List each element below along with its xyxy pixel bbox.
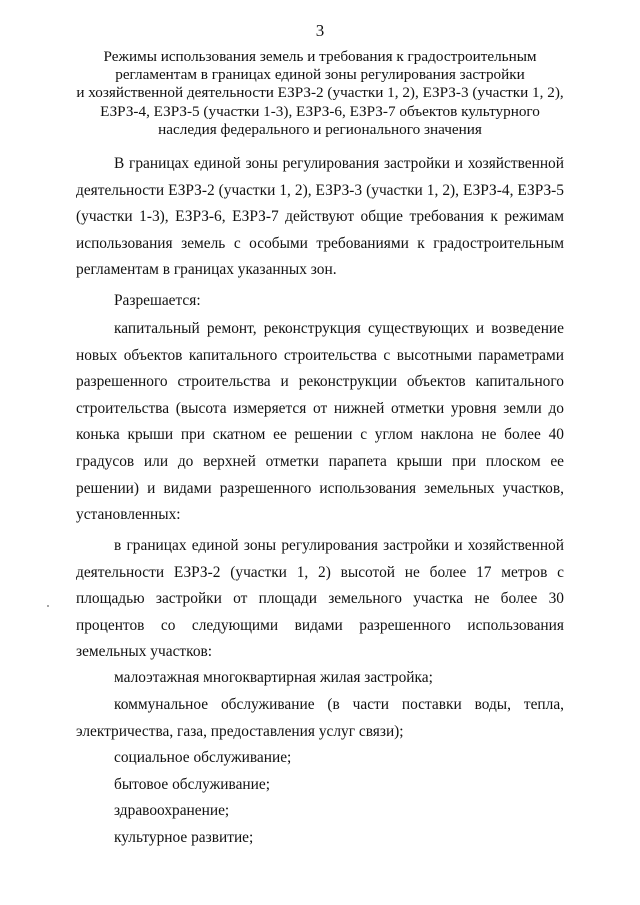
list-item: социальное обслуживание; (114, 749, 292, 766)
list-item-2 (76, 692, 564, 745)
list-item-4 (76, 772, 564, 799)
heading-line: наследия федерального и регионального значения (158, 120, 482, 138)
capital-paragraph: капитальный ремонт, реконструкция существующих и возведение новых объектов капитального строительства с высотными параметрами разрешенного строительства и реконструкции объектов капитального строительства (высота измеряется от нижней отметки уровня земли до конька крыши при скатном ее решении с углом наклона не более 40 градусов или до верхней отметки парапета крыши при плоском ее решении) и видами разрешенного использования земельных участков, установленных: (76, 320, 564, 524)
scan-speck (47, 605, 49, 607)
list-item-6 (76, 825, 564, 852)
heading-line: Режимы использования земель и требования к градостроительным (103, 48, 537, 65)
heading-line: и хозяйственной деятельности ЕЗРЗ-2 (участки 1, 2), ЕЗРЗ-3 (участки 1, 2), (76, 84, 564, 102)
heading-line: ЕЗРЗ-4, ЕЗРЗ-5 (участки 1-3), ЕЗРЗ-6, ЕЗРЗ-7 объектов культурного (100, 102, 540, 120)
intro-paragraph: В границах единой зоны регулирования застройки и хозяйственной деятельности ЕЗРЗ-2 (участки 1, 2), ЕЗРЗ-3 (участки 1, 2), ЕЗРЗ-4, ЕЗРЗ-5 (участки 1-3), ЕЗРЗ-6, ЕЗРЗ-7 действуют общие требования к режимам использования земель с особыми требованиями к градостроительным регламентам в границах указанных зон. (76, 155, 564, 279)
list-item: культурное развитие; (114, 829, 254, 846)
intro-block (76, 151, 564, 284)
heading-line: регламентам в границах единой зоны регулирования застройки (115, 66, 525, 84)
allowed-paragraph: Разрешается: (114, 292, 201, 309)
list-item: малоэтажная многоквартирная жилая застройка; (114, 669, 433, 686)
list-item: здравоохранение; (114, 802, 230, 819)
list-item: бытовое обслуживание; (114, 776, 270, 793)
capital-block (76, 316, 564, 529)
section-heading (60, 48, 580, 139)
page-number: 3 (315, 21, 325, 40)
list-item-3 (76, 745, 564, 772)
list-item-1 (76, 665, 564, 692)
list-item-5 (76, 798, 564, 825)
list-item: коммунальное обслуживание (в части поставки воды, тепла, электричества, газа, предоставления услуг связи); (76, 696, 564, 740)
zone-paragraph: в границах единой зоны регулирования застройки и хозяйственной деятельности ЕЗРЗ-2 (участки 1, 2) высотой не более 17 метров с площадью застройки от площади земельного участка не более 30 процентов со следующими видами разрешенного использования земельных участков: (76, 537, 564, 661)
allowed-block (76, 288, 564, 315)
zone-block (76, 533, 564, 666)
